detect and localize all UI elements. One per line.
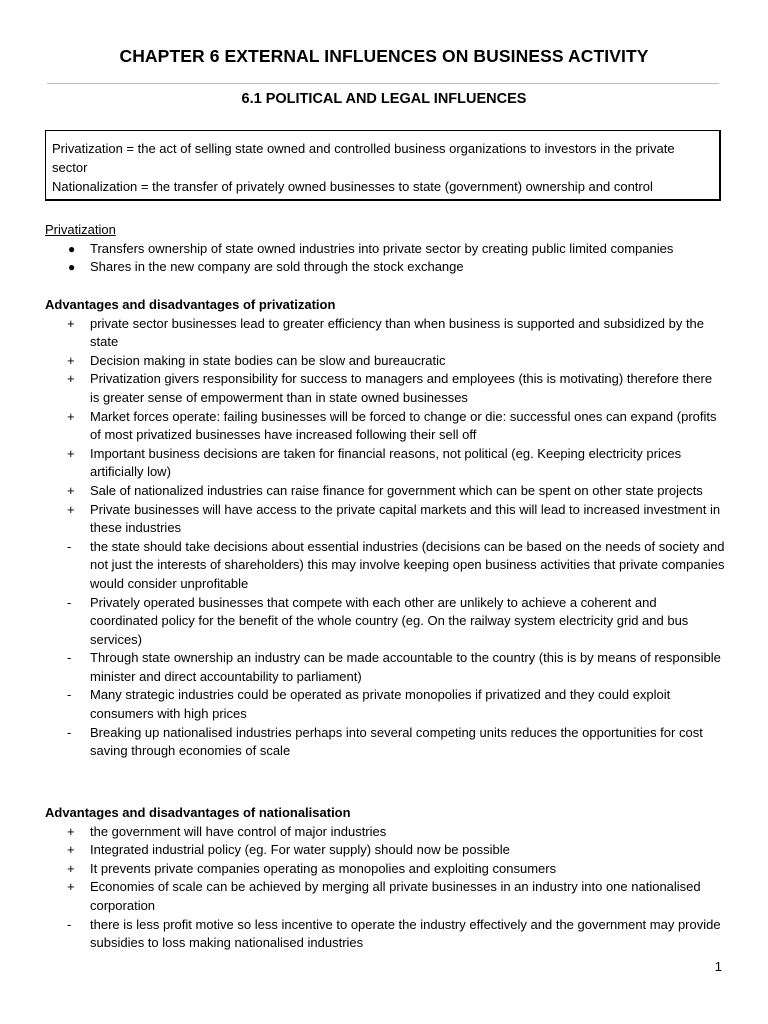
list-item — [45, 258, 725, 277]
list-marker: + — [67, 408, 75, 424]
definition-nationalization: Nationalization = the transfer of privately owned businesses to state (government) ownership and control — [52, 179, 653, 194]
list-marker: - — [67, 594, 72, 610]
list-item — [45, 916, 725, 953]
list-marker: + — [67, 445, 75, 461]
list-marker: + — [67, 315, 75, 331]
list-item — [45, 240, 725, 259]
list-marker: + — [67, 352, 75, 368]
privatization-heading: Privatization — [45, 222, 116, 237]
list-marker: + — [67, 371, 75, 387]
list-marker: - — [67, 650, 72, 666]
list-item — [45, 370, 725, 407]
list-item — [45, 538, 725, 594]
list-item — [45, 841, 725, 860]
adv-nationalisation-section — [45, 804, 725, 953]
list-item-text: Through state ownership an industry can be made accountable to the country (this is by means of responsible minister and direct accountability to parliament) — [90, 650, 721, 684]
privatization-bullets — [45, 240, 725, 277]
list-item-text: Privately operated businesses that compete with each other are unlikely to achieve a coherent and coordinated policy for the benefit of the whole country (eg. On the railway system electricity grid and bus services) — [90, 594, 689, 647]
list-item — [45, 860, 725, 879]
list-marker: - — [67, 538, 72, 554]
list-item-text: Integrated industrial policy (eg. For water supply) should now be possible — [90, 842, 510, 858]
list-marker: - — [67, 916, 72, 932]
list-item — [45, 408, 725, 445]
adv-privatization-section — [45, 296, 725, 761]
chapter-title: CHAPTER 6 EXTERNAL INFLUENCES ON BUSINESS ACTIVITY — [119, 46, 649, 66]
list-item-text: Important business decisions are taken for financial reasons, not political (eg. Keeping electricity prices artificially low) — [90, 445, 682, 480]
list-item-text: Shares in the new company are sold through the stock exchange — [90, 259, 464, 275]
list-item — [45, 724, 725, 761]
list-item-text: Decision making in state bodies can be slow and bureaucratic — [90, 352, 446, 368]
list-marker: + — [67, 860, 75, 876]
list-marker: + — [67, 482, 75, 498]
section-title: 6.1 POLITICAL AND LEGAL INFLUENCES — [241, 91, 527, 107]
list-marker: - — [67, 724, 72, 740]
bullet-marker: ● — [68, 241, 76, 256]
list-item-text: Sale of nationalized industries can raise finance for government which can be spent on other state projects — [90, 482, 703, 498]
list-item — [45, 686, 725, 723]
list-marker: + — [67, 501, 75, 517]
list-item — [45, 352, 725, 371]
bullet-marker: ● — [68, 260, 76, 275]
list-item-text: It prevents private companies operating as monopolies and exploiting consumers — [90, 860, 557, 876]
list-item — [45, 315, 725, 352]
list-marker: - — [67, 687, 72, 703]
list-item — [45, 823, 725, 842]
adv-privatization-list — [45, 315, 725, 761]
list-item-text: Private businesses will have access to the private capital markets and this will lead to increased investment in these industries — [90, 501, 721, 536]
list-item — [45, 445, 725, 482]
list-item — [45, 649, 725, 686]
list-item-text: Privatization givers responsibility for success to managers and employees (this is motivating) therefore there is greater sense of empowerment than in state owned businesses — [90, 371, 713, 405]
definition-privatization: Privatization = the act of selling state owned and controlled business organizations to investors in the private sector — [52, 141, 675, 175]
list-item-text: private sector businesses lead to greater efficiency than when business is supported and subsidized by the state — [90, 315, 705, 350]
adv-privatization-heading: Advantages and disadvantages of privatization — [45, 297, 336, 312]
list-marker: + — [67, 879, 75, 895]
list-item-text: Economies of scale can be achieved by merging all private businesses in an industry into one nationalised corporation — [90, 879, 701, 913]
list-item-text: the state should take decisions about essential industries (decisions can be based on the needs of society and not just the interests of shareholders) this may involve keeping open business activities that private companies would consider unprofitable — [90, 538, 725, 591]
list-item-text: the government will have control of major industries — [90, 823, 387, 839]
list-item-text: there is less profit motive so less incentive to operate the industry effectively and the government may provide subsidies to loss making nationalised industries — [90, 916, 721, 951]
page-number: 1 — [714, 959, 722, 974]
list-item-text: Transfers ownership of state owned industries into private sector by creating public limited companies — [90, 240, 674, 256]
title-divider — [47, 83, 719, 84]
privatization-section — [45, 221, 725, 277]
list-item — [45, 482, 725, 501]
list-item-text: Breaking up nationalised industries perhaps into several competing units reduces the opportunities for cost saving through economies of scale — [90, 724, 703, 759]
list-item-text: Market forces operate: failing businesses will be forced to change or die: successful ones can expand (profits of most privatized businesses have increased following their sell off — [90, 408, 717, 443]
adv-nationalisation-heading: Advantages and disadvantages of nationalisation — [45, 805, 351, 820]
list-marker: + — [67, 842, 75, 858]
list-item-text: Many strategic industries could be operated as private monopolies if privatized and they could exploit consumers with high prices — [90, 687, 671, 722]
list-marker: + — [67, 823, 75, 839]
list-item — [45, 594, 725, 650]
adv-nationalisation-list — [45, 823, 725, 953]
list-item — [45, 501, 725, 538]
definitions-box — [45, 130, 721, 201]
list-item — [45, 878, 725, 915]
